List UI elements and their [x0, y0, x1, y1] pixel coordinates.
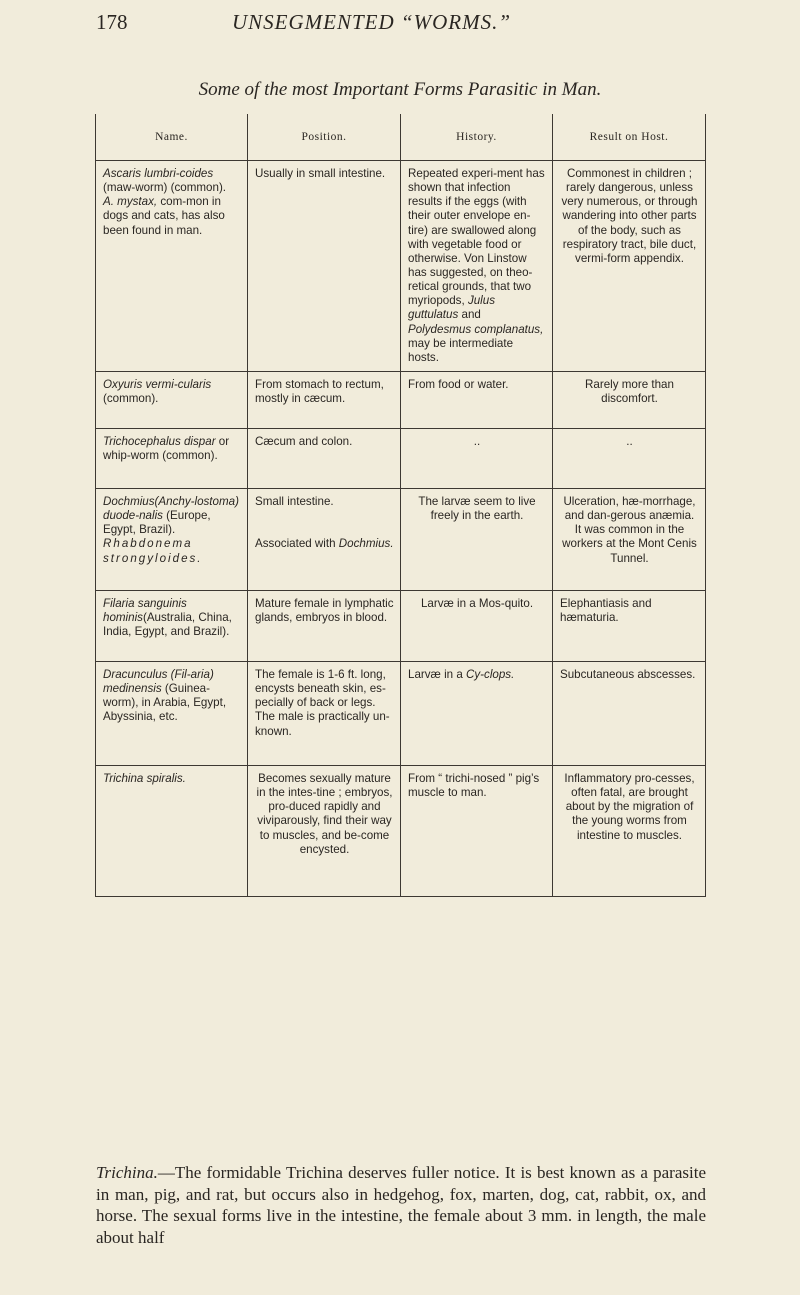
table-row: [96, 488, 706, 590]
cell-result: Elephantiasis and hæmaturia.: [553, 590, 706, 661]
table-row: [96, 590, 706, 661]
name-note: (Guinea-worm), in Arabia, Egypt, Abyssinia, etc.: [103, 682, 227, 724]
paragraph-lead: Trichina.: [96, 1163, 158, 1182]
header-name: Name.: [96, 114, 248, 161]
species-name: Trichina spiralis.: [103, 771, 186, 785]
table-header-row: [96, 114, 706, 161]
species-name: Cy-clops.: [466, 667, 515, 681]
cell-history: [401, 161, 553, 372]
species-name: Dracunculus (Fil-aria) medinensis: [103, 667, 214, 696]
cell-position: From stomach to rectum, mostly in cæcum.: [248, 371, 401, 428]
cell-name: [96, 488, 248, 590]
cell-history: The larvæ seem to live freely in the earth.: [401, 488, 553, 590]
table-row: [96, 765, 706, 896]
species-name: Julus guttulatus: [408, 294, 496, 322]
species-name: Oxyuris vermi-cularis: [103, 377, 212, 391]
cell-history: ..: [401, 428, 553, 488]
name-note: (common).: [103, 392, 159, 406]
table-row: [96, 661, 706, 765]
position-text: Small intestine.: [255, 494, 334, 508]
table-caption: Some of the most Important Forms Parasitic in Man.: [198, 79, 602, 100]
name-note: (Australia, China, India, Egypt, and Brazil).: [103, 611, 232, 639]
cell-position: The female is 1-6 ft. long, encysts beneath skin, es-pecially of back or legs. The male is practically un-known.: [248, 661, 401, 765]
running-title: UNSEGMENTED “WORMS.”: [232, 10, 512, 34]
cell-result: Ulceration, hæ-morrhage, and dan-gerous anæmia. It was common in the workers at the Mont Cenis Tunnel.: [553, 488, 706, 590]
cell-result: ..: [553, 428, 706, 488]
position-text: Associated with: [255, 537, 339, 551]
paragraph-text: —The formidable Trichina deserves fuller notice. It is best known as a parasite in man, pig, and rat, but occurs also in hedgehog, fox, marten, dog, cat, rabbit, ox, and horse. The sexual forms live in the intestine, the female about 3 mm. in length, the male about half: [96, 1163, 706, 1247]
table-row: [96, 428, 706, 488]
cell-result: Commonest in children ; rarely dangerous, unless very numerous, or through wandering into other parts of the body, such as respiratory tract, bile duct, vermi-form appendix.: [553, 161, 706, 372]
cell-name: [96, 661, 248, 765]
body-paragraph: [96, 1162, 706, 1248]
species-name: Trichocephalus dispar: [103, 434, 216, 448]
species-name: A. mystax,: [103, 195, 158, 209]
cell-position: Becomes sexually mature in the intes-tine ; embryos, pro-duced rapidly and viviparously, find their way to muscles, and be-come encysted.: [248, 765, 401, 896]
header-position: Position.: [248, 114, 401, 161]
name-note: or whip-worm (common).: [103, 434, 230, 463]
parasites-table: [95, 114, 706, 897]
name-note: com-mon in dogs and cats, has also been found in man.: [103, 195, 225, 237]
cell-position: Cæcum and colon.: [248, 428, 401, 488]
cell-history: From food or water.: [401, 371, 553, 428]
cell-result: Subcutaneous abscesses.: [553, 661, 706, 765]
cell-position: Mature female in lymphatic glands, embryos in blood.: [248, 590, 401, 661]
cell-name: [96, 161, 248, 372]
name-note: (Europe, Egypt, Brazil).: [103, 509, 211, 537]
table-row: [96, 161, 706, 372]
species-name: Dochmius.: [338, 537, 394, 551]
history-text: Larvæ in a: [408, 667, 466, 681]
cell-position: [248, 488, 401, 590]
species-name: Filaria sanguinis hominis: [103, 596, 187, 625]
cell-history: From “ trichi-nosed ” pig’s muscle to man.: [401, 765, 553, 896]
header-result: Result on Host.: [553, 114, 706, 161]
header-history: History.: [401, 114, 553, 161]
page-number: 178: [96, 10, 128, 34]
name-note: (maw-worm) (common).: [103, 181, 227, 195]
cell-result: Inflammatory pro-cesses, often fatal, are brought about by the migration of the young worms from intestine to muscles.: [553, 765, 706, 896]
history-text: Repeated experi-ment has shown that infection results if the eggs (with their outer envelope en-tire) are swallowed along with vegetable food or otherwise. Von Linstow has suggested, on theo-retical grounds, that two myriopods,: [408, 167, 545, 308]
cell-result: Rarely more than discomfort.: [553, 371, 706, 428]
cell-history: Larvæ in a Mos-quito.: [401, 590, 553, 661]
species-name: Dochmius(Anchy-lostoma) duode-nalis: [103, 494, 239, 523]
species-name: Rhabdonema strongyloides.: [103, 537, 203, 565]
cell-name: [96, 765, 248, 896]
species-name: Ascaris lumbri-coides: [103, 167, 214, 180]
history-text: may be intermediate hosts.: [408, 336, 514, 364]
table-row: [96, 371, 706, 428]
cell-position: Usually in small intestine.: [248, 161, 401, 372]
cell-name: [96, 590, 248, 661]
cell-name: [96, 371, 248, 428]
species-name: Polydesmus complanatus,: [408, 322, 544, 336]
cell-history: [401, 661, 553, 765]
history-text: and: [458, 308, 481, 322]
cell-name: [96, 428, 248, 488]
